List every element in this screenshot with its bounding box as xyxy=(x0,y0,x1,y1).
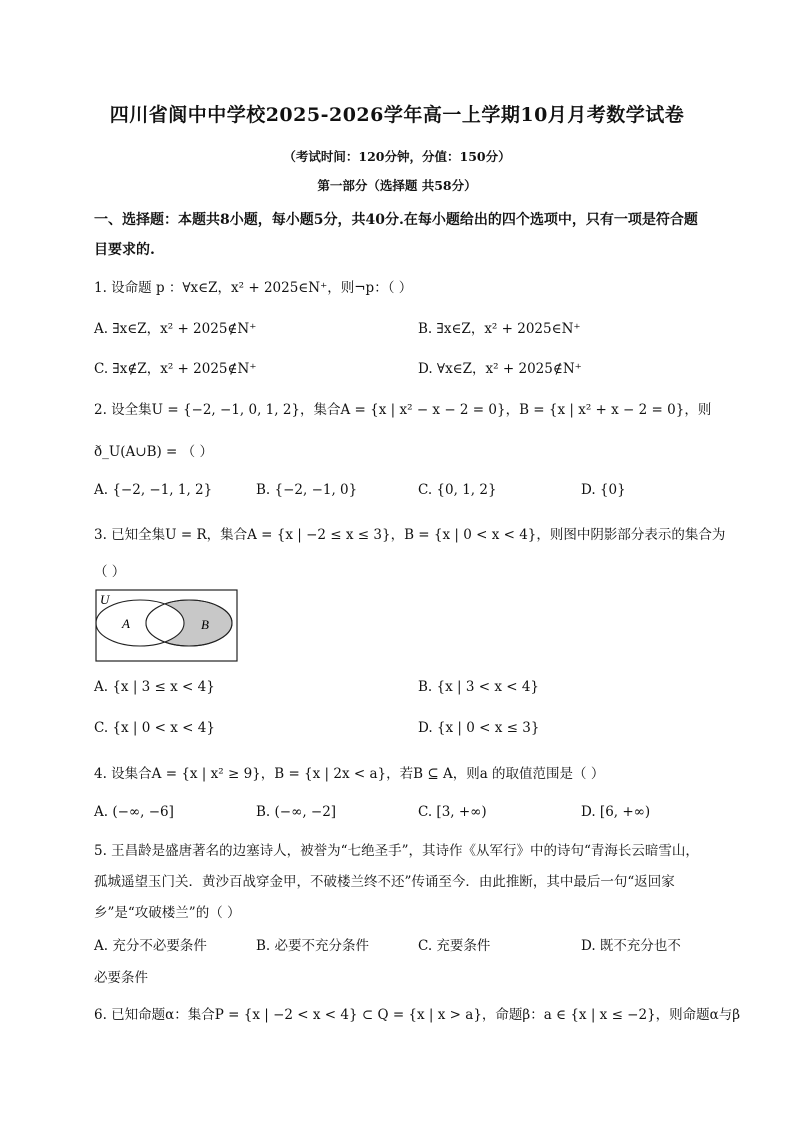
exam-time-score: （考试时间：120分钟，分值：150分） xyxy=(283,149,511,164)
q3-option-a: A. {x | 3 ≤ x < 4} xyxy=(94,679,215,695)
q5-option-d: D. 既不充分也不 xyxy=(581,938,681,954)
q3-stem: 3. 已知全集U = R，集合A = {x | −2 ≤ x ≤ 3}，B = {x | 0 < x < 4}，则图中阴影部分表示的集合为 xyxy=(94,527,726,543)
q1-option-a: A. ∃x∈Z，x² + 2025∉N⁺ xyxy=(94,321,257,337)
venn-label-a: A xyxy=(122,616,130,631)
q3-option-c: C. {x | 0 < x < 4} xyxy=(94,720,215,736)
venn-label-b: B xyxy=(201,617,209,632)
q5-option-d-cont: 必要条件 xyxy=(94,970,148,986)
q2-option-d: D. {0} xyxy=(581,482,626,498)
part-heading: 第一部分（选择题 共58分） xyxy=(317,178,477,193)
q2-option-a: A. {−2, −1, 1, 2} xyxy=(94,482,213,498)
q2-option-b: B. {−2, −1, 0} xyxy=(256,482,358,498)
q1-stem: 1. 设命题 p ：∀x∈Z，x² + 2025∈N⁺，则¬p：（ ） xyxy=(94,280,413,296)
q1-option-d: D. ∀x∈Z，x² + 2025∉N⁺ xyxy=(418,361,582,377)
q1-option-c: C. ∃x∉Z，x² + 2025∉N⁺ xyxy=(94,361,257,377)
q2-stem-cont: ð_U(A∪B) = （ ） xyxy=(94,444,213,460)
q3-stem-cont: （ ） xyxy=(94,564,126,580)
q3-option-b: B. {x | 3 < x < 4} xyxy=(418,679,540,695)
q4-option-a: A. (−∞, −6] xyxy=(94,804,174,820)
section-instructions: 一、选择题：本题共8小题，每小题5分，共40分.在每小题给出的四个选项中，只有一项是符合题目要求的. xyxy=(94,212,698,258)
venn-label-u: U xyxy=(100,592,110,607)
q4-option-c: C. [3, +∞) xyxy=(418,804,487,820)
q2-option-c: C. {0, 1, 2} xyxy=(418,482,497,498)
exam-title: 四川省阆中中学校2025-2026学年高一上学期10月月考数学试卷 xyxy=(109,104,685,126)
q3-option-d: D. {x | 0 < x ≤ 3} xyxy=(418,720,540,736)
q4-option-d: D. [6, +∞) xyxy=(581,804,651,820)
q1-option-b: B. ∃x∈Z，x² + 2025∈N⁺ xyxy=(418,321,581,337)
q5-option-c: C. 充要条件 xyxy=(418,938,491,954)
q4-option-b: B. (−∞, −2] xyxy=(256,804,337,820)
venn-diagram xyxy=(95,589,239,663)
q4-stem: 4. 设集合A = {x | x² ≥ 9}，B = {x | 2x < a}，若B ⊆ A，则a 的取值范围是（ ） xyxy=(94,766,605,782)
q5-stem: 5. 王昌龄是盛唐著名的边塞诗人，被誉为“七绝圣手”，其诗作《从军行》中的诗句“青海长云暗雪山，孤城遥望玉门关．黄沙百战穿金甲，不破楼兰终不还”传诵至今．由此推断，其中最后一句“返回家乡”是“攻破楼兰”的（ ） xyxy=(94,843,699,921)
q2-stem: 2. 设全集U = {−2, −1, 0, 1, 2}，集合A = {x | x² − x − 2 = 0}，B = {x | x² + x − 2 = 0}，则 xyxy=(94,402,712,418)
q5-option-a: A. 充分不必要条件 xyxy=(94,938,207,954)
q5-option-b: B. 必要不充分条件 xyxy=(256,938,370,954)
q6-stem: 6. 已知命题α：集合P = {x | −2 < x < 4} ⊂ Q = {x | x > a}，命题β：a ∈ {x | x ≤ −2}，则命题α与β xyxy=(94,1007,741,1023)
